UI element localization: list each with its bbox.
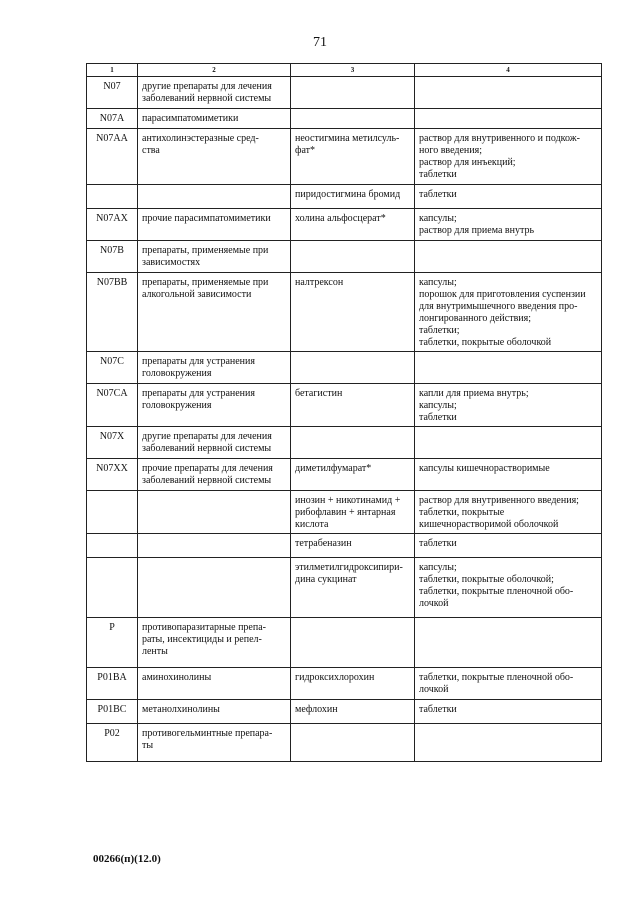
dosage-form-cell: таблетки, покрытые пленочной обо- лочкой: [415, 668, 602, 700]
atc-code-cell: N07C: [87, 352, 138, 384]
pharm-group-cell: противогельминтные препара- ты: [138, 724, 291, 762]
atc-code-cell: [87, 534, 138, 558]
page-number: 71: [313, 35, 327, 50]
pharm-group-cell: прочие препараты для лечения заболеваний нервной системы: [138, 459, 291, 491]
dosage-form-cell: [415, 352, 602, 384]
drug-name-cell: [291, 724, 415, 762]
table-row: [87, 724, 602, 762]
drug-name-cell: неостигмина метилсуль- фат*: [291, 129, 415, 185]
pharm-group-cell: препараты, применяемые при алкогольной зависимости: [138, 273, 291, 352]
dosage-form-cell: [415, 724, 602, 762]
drug-name-cell: [291, 109, 415, 129]
dosage-form-cell: [415, 241, 602, 273]
drug-name-cell: налтрексон: [291, 273, 415, 352]
atc-code-cell: P01BC: [87, 700, 138, 724]
column-header: 2: [138, 64, 291, 77]
drug-name-cell: тетрабеназин: [291, 534, 415, 558]
table-row: [87, 427, 602, 459]
drug-name-cell: диметилфумарат*: [291, 459, 415, 491]
drug-name-cell: мефлохин: [291, 700, 415, 724]
drug-name-cell: этилметилгидроксипири- дина сукцинат: [291, 558, 415, 618]
pharm-group-cell: антихолинэстеразные сред- ства: [138, 129, 291, 185]
table-row: [87, 700, 602, 724]
atc-code-cell: N07A: [87, 109, 138, 129]
atc-code-cell: N07: [87, 77, 138, 109]
drug-name-cell: [291, 77, 415, 109]
dosage-form-cell: капсулы; порошок для приготовления суспензии для внутримышечного введения про- лонгированного действия; таблетки; таблетки, покрытые оболочкой: [415, 273, 602, 352]
drug-name-cell: [291, 427, 415, 459]
atc-code-cell: N07B: [87, 241, 138, 273]
pharm-group-cell: препараты для устранения головокружения: [138, 352, 291, 384]
dosage-form-cell: капсулы; раствор для приема внутрь: [415, 209, 602, 241]
column-header: 4: [415, 64, 602, 77]
drug-name-cell: [291, 352, 415, 384]
table-row: [87, 273, 602, 352]
table-row: [87, 384, 602, 427]
table-row: [87, 558, 602, 618]
dosage-form-cell: раствор для внутривенного введения; таблетки, покрытые кишечнорастворимой оболочкой: [415, 491, 602, 534]
atc-code-cell: [87, 558, 138, 618]
dosage-form-cell: раствор для внутривенного и подкож- ного введения; раствор для инъекций; таблетки: [415, 129, 602, 185]
atc-code-cell: P: [87, 618, 138, 668]
pharm-group-cell: [138, 185, 291, 209]
dosage-form-cell: капсулы кишечнорастворимые: [415, 459, 602, 491]
table-row: [87, 77, 602, 109]
drug-table: [86, 63, 602, 762]
drug-name-cell: пиридостигмина бромид: [291, 185, 415, 209]
drug-name-cell: [291, 618, 415, 668]
column-header: 3: [291, 64, 415, 77]
table-row: [87, 668, 602, 700]
pharm-group-cell: препараты, применяемые при зависимостях: [138, 241, 291, 273]
table-row: [87, 491, 602, 534]
dosage-form-cell: [415, 618, 602, 668]
drug-name-cell: инозин + никотинамид + рибофлавин + янтарная кислота: [291, 491, 415, 534]
document-code: 00266(п)(12.0): [93, 853, 161, 865]
atc-code-cell: P02: [87, 724, 138, 762]
atc-code-cell: [87, 185, 138, 209]
pharm-group-cell: другие препараты для лечения заболеваний нервной системы: [138, 77, 291, 109]
pharm-group-cell: прочие парасимпатомиметики: [138, 209, 291, 241]
column-header: 1: [87, 64, 138, 77]
drug-table-body: [87, 64, 602, 762]
pharm-group-cell: [138, 491, 291, 534]
table-row: [87, 241, 602, 273]
table-row: [87, 459, 602, 491]
table-row: [87, 109, 602, 129]
pharm-group-cell: метанолхинолины: [138, 700, 291, 724]
drug-name-cell: бетагистин: [291, 384, 415, 427]
dosage-form-cell: таблетки: [415, 700, 602, 724]
table-row: [87, 618, 602, 668]
pharm-group-cell: [138, 534, 291, 558]
atc-code-cell: N07CA: [87, 384, 138, 427]
atc-code-cell: N07BB: [87, 273, 138, 352]
pharm-group-cell: противопаразитарные препа- раты, инсектициды и репел- ленты: [138, 618, 291, 668]
table-row: [87, 209, 602, 241]
table-row: [87, 534, 602, 558]
dosage-form-cell: капли для приема внутрь; капсулы; таблетки: [415, 384, 602, 427]
table-row: [87, 352, 602, 384]
table-row: [87, 129, 602, 185]
dosage-form-cell: таблетки: [415, 185, 602, 209]
pharm-group-cell: парасимпатомиметики: [138, 109, 291, 129]
atc-code-cell: N07X: [87, 427, 138, 459]
dosage-form-cell: [415, 427, 602, 459]
dosage-form-cell: капсулы; таблетки, покрытые оболочкой; таблетки, покрытые пленочной обо- лочкой: [415, 558, 602, 618]
atc-code-cell: N07AA: [87, 129, 138, 185]
atc-code-cell: P01BA: [87, 668, 138, 700]
table-row: [87, 185, 602, 209]
pharm-group-cell: [138, 558, 291, 618]
pharm-group-cell: препараты для устранения головокружения: [138, 384, 291, 427]
atc-code-cell: N07AX: [87, 209, 138, 241]
dosage-form-cell: [415, 77, 602, 109]
dosage-form-cell: [415, 109, 602, 129]
drug-name-cell: [291, 241, 415, 273]
drug-name-cell: гидроксихлорохин: [291, 668, 415, 700]
table-header-row: [87, 64, 602, 77]
pharm-group-cell: другие препараты для лечения заболеваний нервной системы: [138, 427, 291, 459]
dosage-form-cell: таблетки: [415, 534, 602, 558]
atc-code-cell: N07XX: [87, 459, 138, 491]
drug-name-cell: холина альфосцерат*: [291, 209, 415, 241]
pharm-group-cell: аминохинолины: [138, 668, 291, 700]
atc-code-cell: [87, 491, 138, 534]
